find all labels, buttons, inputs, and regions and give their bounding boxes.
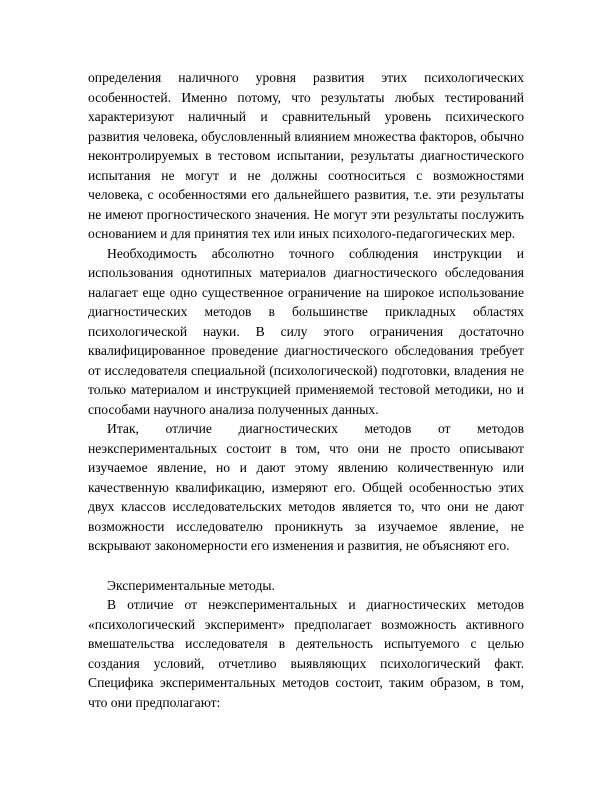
- section-heading: Экспериментальные методы.: [107, 577, 275, 593]
- document-page: [88, 68, 524, 712]
- paragraph-2: Необходимость абсолютно точного соблюдения инструкции и использования однотипных материалов диагностического обследования налагает еще одно существенное ограничение на широкое использование диагностических методов в большинстве прикладных областях психологической науки. В силу этого ограничения достаточно квалифицированное проведение диагностического обследования требует от исследователя специальной (психологической) подготовки, владения не только материалом и инструкцией применяемой тестовой методики, но и способами научного анализа полученных данных.: [88, 245, 524, 417]
- paragraph-1: определения наличного уровня развития этих психологических особенностей. Именно потому, что результаты любых тестирований характеризуют наличный и сравнительный уровень психического развития человека, обусловленный влиянием множества факторов, обычно неконтролируемых в тестовом испытании, результаты диагностического испытания не могут и не должны соотноситься с возможностями человека, с особенностями его дальнейшего развития, т.е. эти результаты не имеют прогностического значения. Не могут эти результаты послужить основанием и для принятия тех или иных психолого-педагогических мер.: [88, 70, 524, 241]
- section-spacer: [88, 556, 524, 576]
- paragraph-4: В отличие от неэкспериментальных и диагностических методов «психологический эксперимент» предполагает возможность активного вмешательства исследователя в деятельность испытуемого с целью создания условий, отчетливо выявляющих психологический факт. Специфика экспериментальных методов состоит, таким образом, в том, что они предполагают:: [88, 597, 524, 710]
- paragraph-3: Итак, отличие диагностических методов от методов неэкспериментальных состоит в том, что они не просто описывают изучаемое явление, но и дают этому явлению количественную или качественную квалификацию, измеряют его. Общей особенностью этих двух классов исследовательских методов является то, что они не дают возможности исследователю проникнуть за изучаемое явление, не вскрывают закономерности его изменения и развития, не объясняют его.: [88, 421, 524, 553]
